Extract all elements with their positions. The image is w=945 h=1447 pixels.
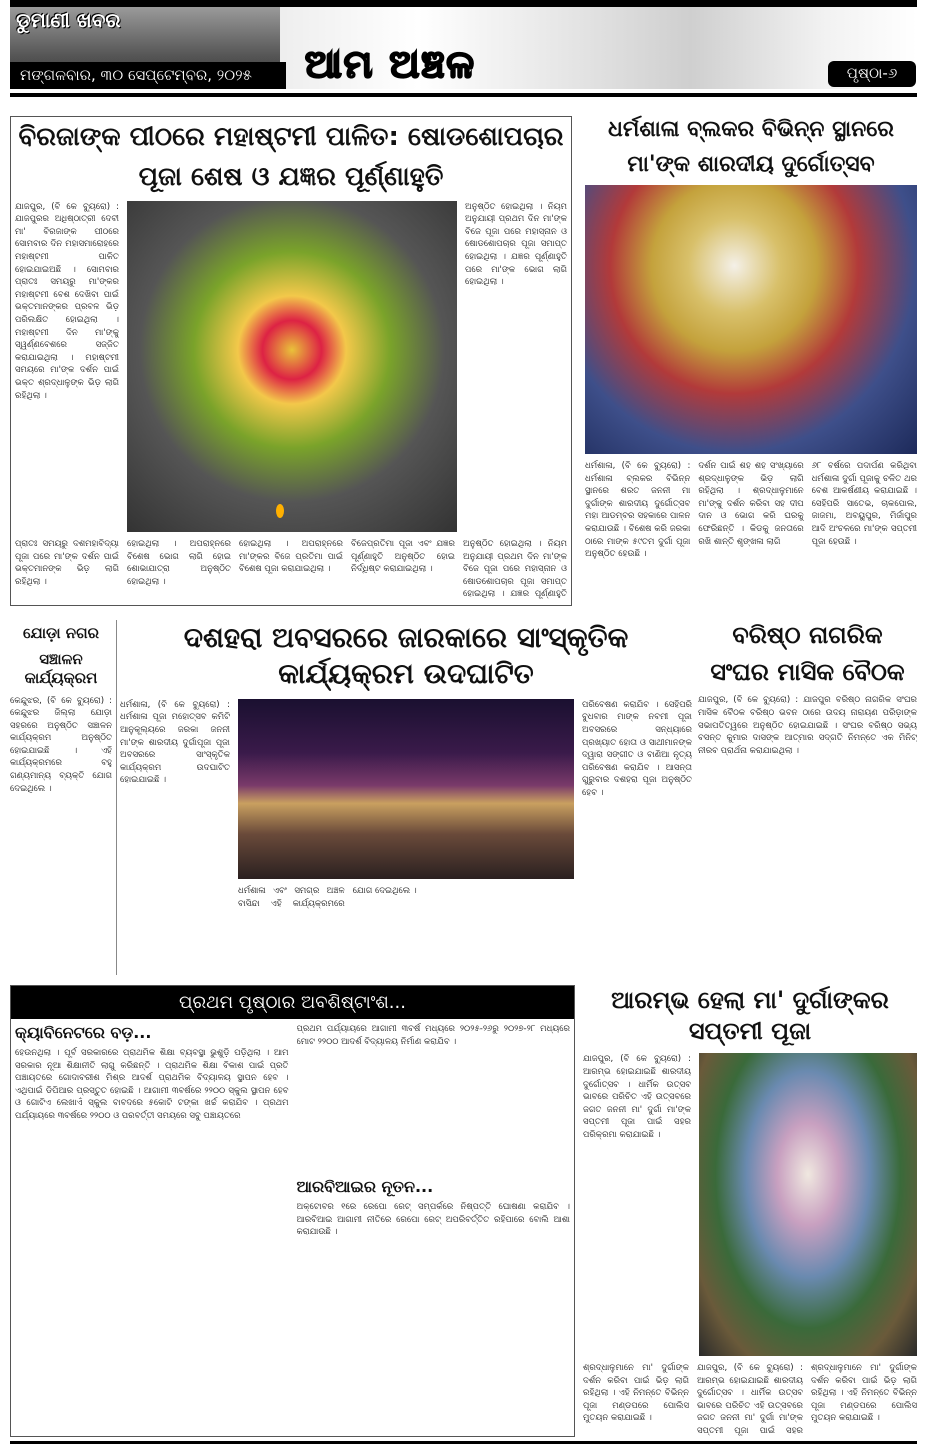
article-text: ଯାଜପୁର, (ବି କେ ବ୍ୟୁରୋ) : ଆରମ୍ଭ ହୋଇଯାଇଛି ଶାରଦୀୟ ଦୁର୍ଗୋତ୍ସବ । ଧାର୍ମିକ ଉତ୍ସବ ଭାବରେ ପରିଚିତ ଏହି ଉତ୍ସବରେ ଜଗତ ଜନନୀ ମା' ଦୁର୍ଗା ମା'ଙ୍କ ସପ୍ତମୀ ପୂଜା ପାଇଁ ସହର [697,1363,803,1436]
subheading: କ୍ୟାବିନେଟରେ ବଡ଼... [15,1023,152,1042]
article-text: ହୋଇଥିଲା । ଅପରାହ୍ନରେ ମା'ଙ୍କର ବିଜେ ପ୍ରତିମା ପାଇଁ ବିଶେଷ ପୂଜା କରାଯାଇଥିଲା । [239,539,343,575]
article-text: ଅନୁଷ୍ଠିତ ହୋଇଥିଲା । ନିୟମ ଅନୁଯାୟୀ ପ୍ରଥମ ଦିନ ମା'ଙ୍କ ବିଜେ ପୂଜା ପରେ ମହାସ୍ନାନ ଓ ଷୋଡଶୋପଚାର ପୂଜା ସମାପ୍ତ ହୋଇଥିଲା । ଯଜ୍ଞର ପୂର୍ଣ୍ଣାହୁତି [463,539,567,600]
column-divider [116,620,117,975]
issue-date: ମଙ୍ଗଳବାର, ୩୦ ସେପ୍ଟେମ୍ବର, ୨୦୨୫ [10,62,286,89]
headline-line1: ଯୋଡ଼ା ନଗର [22,624,100,642]
article-dussehra [120,620,692,975]
remainder-right [297,1023,571,1432]
article-text: ଶ୍ରଦ୍ଧାଳୁମାନେ ମା' ଦୁର୍ଗାଙ୍କ ଦର୍ଶନ କରିବା ପାଇଁ ଭିଡ଼ ଲାଗି ରହିଥିଲା । ଏହି ନିମନ୍ତେ ବିଭିନ୍ନ ପୂଜା ମଣ୍ଡପରେ ପୋଲିସ ମୁତୟନ କରାଯାଇଛି । [583,1363,689,1424]
article-text-row [585,460,917,610]
article-text: ହେଉନଥିଲା । ପୂର୍ବ ସରକାରରେ ପ୍ରାଥମିକ ଶିକ୍ଷା ବ୍ୟବସ୍ଥା ଭୁଶୁଡ଼ି ପଡ଼ିଥିଲା । ଆମ ସରକାର ନୂଆ ଶିକ୍ଷାନୀତି ଲାଗୁ କରିଛନ୍ତି । ପ୍ରାଥମିକ ଶିକ୍ଷା ବିକାଶ ପାଇଁ ପ୍ରତି ପଞ୍ଚାୟତରେ ଗୋଦାବରୀଶ ମିଶ୍ର ଆଦର୍ଶ ପ୍ରାଥମିକ ବିଦ୍ୟାଳୟ ସ୍ଥାପନ ହେବ । ଏଥିପାଇଁ ଡିପିଆର ପ୍ରସ୍ତୁତ ହୋଇଛି । ଆଗାମୀ ୩ବର୍ଷରେ ୨୨୦୦ ସ୍କୁଲ ସ୍ଥାପନ ହେବ ଓ ଗୋଟିଏ ଲେଖାଏଁ ସ୍କୁଲ ବାବଦରେ ୫କୋଟି ଟଙ୍କା ଖର୍ଚ୍ଚ କରାଯିବ । ପ୍ରଥମ ପର୍ଯ୍ୟାୟରେ ୩ବର୍ଷରେ ୨୨୦୦ ଓ ପରବର୍ତ୍ତୀ ସମୟରେ ସବୁ ପଞ୍ଚାୟତରେ [15,1048,289,1121]
article-text: ଅନୁଷ୍ଠିତ ହୋଇଥିଲା । ନିୟମ ଅନୁଯାୟୀ ପ୍ରଥମ ଦିନ ମା'ଙ୍କ ବିଜେ ପୂଜା ପରେ ମହାସ୍ନାନ ଓ ଷୋଡଶୋପଚାର ପୂଜା ସମାପ୍ତ ହୋଇଥିଲା । ଯଜ୍ଞର ପୂର୍ଣ୍ଣାହୁତି ପରେ ମା'ଙ୍କ ଭୋଗ ଲାଗି ହୋଇଥିଲା । [465,201,567,288]
article-text: ଯାଜପୁର, (ବି କେ ବ୍ୟୁରୋ) : ଆରମ୍ଭ ହୋଇଯାଇଛି ଶାରଦୀୟ ଦୁର୍ଗୋତ୍ସବ । ଧାର୍ମିକ ଉତ୍ସବ ଭାବରେ ପରିଚିତ ଏହି ଉତ୍ସବରେ ଜଗତ ଜନନୀ ମା' ଦୁର୍ଗା ମା'ଙ୍କ ସପ୍ତମୀ ପୂଜା ପାଇଁ ସହର ପରିକ୍ରମା କରାଯାଇଛି । [583,1054,691,1140]
article-text: ଅକ୍ଟୋବର ୧ରେ ରେପୋ ରେଟ୍ ସମ୍ପର୍କରେ ନିଷ୍ପତ୍ତି ଘୋଷଣା କରାଯିବ । ଆରବିଆଇ ଆଗାମୀ ନୀତିରେ ରେପୋ ରେଟ୍ ଅପରିବର୍ତ୍ତିତ ରହିପାରେ ବୋଲି ଆଶା କରାଯାଉଛି । [296,1202,570,1238]
article-text: ବିଜେପ୍ରତିମା ପୂଜା ଏବଂ ଯଜ୍ଞର ପୂର୍ଣ୍ଣାହୁତି ଅନୁଷ୍ଠିତ ହୋଇ ନିର୍ଦ୍ଧିଷ୍ଟ କରାଯାଇଥିଲା । [351,539,455,575]
article-text: ଧର୍ମଶାଳା ଏବଂ ସମଗ୍ର ଅଞ୍ଚଳ ବାସିନ୍ଦା ଏହି କାର୍ଯ୍ୟକ୍ରମରେ ଯୋଗ ଦେଇଥିଲେ । [238,886,417,909]
headline-line1: ବରିଷ୍ଠ ନାଗରିକ [732,621,883,649]
photo-column [238,699,574,975]
lamp-icon [276,504,284,518]
article-text: ପରିବେଷଣ କରାଯିବ । ସେହିପରି ବୁଧବାର ମାଙ୍କ ନବମୀ ପୂଜା ଅବସରରେ ସନ୍ଧ୍ୟାରେ ପ୍ରଖ୍ୟାତ ହୋତା ଓ ସାଥୀମାନଙ୍କ ଦ୍ୱାରା ସଙ୍ଗୀତ ଓ ବାଣିଆ ନୃତ୍ୟ ପରିବେଷଣ କରାଯିବ । ଆସନ୍ତା ଗୁରୁବାର ଦଶହରା ପୂଜା ଅନୁଷ୍ଠିତ ହେବ । [582,699,692,798]
newspaper-name: ଡୁମାଣୀ ଖବର [16,8,121,32]
bottom-rule [10,1441,917,1444]
remainder-banner: ପ୍ରଥମ ପୃଷ୍ଠାର ଅବଶିଷ୍ଟାଂଶ... [11,986,574,1019]
article-saptami [583,985,917,1438]
headline-line1: ଧର୍ମଶାଳା ବ୍ଲକର ବିଭିନ୍ନ ସ୍ଥାନରେ [608,117,894,142]
page-number: ପୃଷ୍ଠା-୬ [828,61,916,87]
article-text: କେନ୍ଦୁଝର, (ବି କେ ବ୍ୟୁରୋ) : କେନ୍ଦୁଝର ଜିଲ୍ଲା ଯୋଡ଼ା ସହରରେ ଅନୁଷ୍ଠିତ ସଞ୍ଚାଳନ କାର୍ଯ୍ୟକ୍ରମ ଅନୁଷ୍ଠିତ ହୋଇଯାଇଛି । ଏହି କାର୍ଯ୍ୟକ୍ରମରେ ବହୁ ଗଣ୍ୟମାନ୍ୟ ବ୍ୟକ୍ତି ଯୋଗ ଦେଇଥିଲେ । [10,695,112,794]
article-jodanagar [10,624,112,974]
goddess-biraja-photo [127,201,457,532]
headline: ଦଶହରା ଅବସରରେ ଜାରକାରେ ସାଂସ୍କୃତିକ କାର୍ଯ୍ୟକ୍ରମ ଉଦଘାଟିତ [183,621,629,691]
remainder-left [15,1023,289,1432]
headline: ବିରଜାଙ୍କ ପୀଠରେ ମହାଷ୍ଟମୀ ପାଳିତ: ଷୋଡଶୋପଚାର [18,122,564,152]
stage-event-photo [238,699,574,879]
headline: ଆରମ୍ଭ ହେଲା ମା' ଦୁର୍ଗାଙ୍କର ସପ୍ତମୀ ପୂଜା [611,986,889,1046]
article-text: ଯାଜପୁର, (ବି କେ ବ୍ୟୁରୋ) : ଯାଜପୁରର ଅଧିଷ୍ଠାତ୍ରୀ ଦେବୀ ମା' ବିରଜାଙ୍କ ପୀଠରେ ସୋମବାର ଦିନ ମହାସମାରୋହରେ ମହାଷ୍ଟମୀ ପାଳିତ ହୋଇଯାଇଅଛି । ସୋମବାର ପ୍ରାତଃ ସମୟରୁ ମା'ଙ୍କର ମହାଷ୍ଟମୀ ବେଶ ଦେଖିବା ପାଇଁ ଭକ୍ତମାନଙ୍କର ପ୍ରବଳ ଭିଡ଼ ପରିଲକ୍ଷିତ ହୋଇଥିଲା । ମହାଷ୍ଟମୀ ଦିନ ମା'ଙ୍କୁ ସ୍ୱର୍ଣ୍ଣବେଶରେ ସଜ୍ଜିତ କରାଯାଇଥିଲା । ମହାଷ୍ଟମୀ ସମୟରେ ମା'ଙ୍କ ଦର୍ଶନ ପାଇଁ ଭକ୍ତ ଶ୍ରଦ୍ଧାଳୁଙ୍କ ଭିଡ଼ ଲାଗି ରହିଥିଲା । [15,201,119,401]
headline-line2: ମା'ଙ୍କ ଶାରଦୀୟ ଦୁର୍ଗୋତ୍ସବ [627,151,875,177]
article-top-row [15,201,567,532]
header-rule [10,93,917,97]
headline-line2: ପୂଜା ଶେଷ ଓ ଯଜ୍ଞର ପୂର୍ଣ୍ଣାହୁତି [138,161,444,192]
article-senior [698,620,917,975]
article-biraja [10,116,572,606]
headline-line2: ସଂଘର ମାସିକ ବୈଠକ [710,658,905,687]
article-columns [120,699,692,975]
article-text: ଧର୍ମଶାଳା, (ବି କେ ବ୍ୟୁରୋ) : ଧର୍ମଶାଳା ବ୍ଲକର ବିଭିନ୍ନ ସ୍ଥାନରେ ଶରତ ଜନନୀ ମା ଦୁର୍ଗାଙ୍କ ଶାରଦୀୟ ଦୁର୍ଗୋତ୍ସବ ମହା ଆଡମ୍ବର ସହକାରେ ପାଳନ କରାଯାଉଛି । ବିଶେଷ କରି ଜରକା ଠାରେ ମାଙ୍କ ୫୯ତମ ଦୁର୍ଗା ପୂଜା ଅନୁଷ୍ଠିତ ହେଉଛି । [585,461,691,560]
remainder-columns [11,1019,574,1436]
article-text: ପ୍ରଥମ ପର୍ଯ୍ୟାୟରେ ଆଗାମୀ ୩ବର୍ଷ ମଧ୍ୟରେ ୨୦୨୫-୨୬ରୁ ୨୦୨୭-୨୮ ମଧ୍ୟରେ ମୋଟ ୨୨୦୦ ଆଦର୍ଶ ବିଦ୍ୟାଳୟ ନିର୍ମାଣ କରାଯିବ । [296,1024,570,1047]
headline-line2: ସଞ୍ଚାଳନ କାର୍ଯ୍ୟକ୍ରମ [24,649,98,687]
article-remainder [10,985,575,1437]
section-title: ଆମ ଅଞ୍ଚଳ [305,42,476,86]
durga-idol-photo [585,185,917,454]
article-text: ଧର୍ମଶାଳା, (ବି କେ ବ୍ୟୁରୋ) : ଧର୍ମଶାଳା ପୂଜା ମହୋତ୍ସବ କମିଟି ଆନୁକୂଲ୍ୟରେ ଜରକା ଜନନୀ ମା'ଙ୍କ ଶାରଦୀୟ ଦୁର୍ଗାପୂଜା ପୂଜା ଅବସରରେ ସାଂସ୍କୃତିକ କାର୍ଯ୍ୟକ୍ରମ ଉଦଘାଟିତ ହୋଇଯାଇଛି । [120,699,230,786]
subheading: ଆରବିଆଇର ନୂତନ... [296,1177,434,1196]
article-text: ହୋଇଥିଲା । ଅପରାହ୍ନରେ ବିଶେଷ ଭୋଗ ଲାଗି ହୋଇ ଶୋଭାଯାତ୍ରା ଅନୁଷ୍ଠିତ ହୋଇଥିଲା । [127,539,231,587]
article-text: ଦର୍ଶନ ପାଇଁ ଶହ ଶହ ସଂଖ୍ୟାରେ ଶ୍ରଦ୍ଧାଳୁଙ୍କ ଭିଡ଼ ଲାଗି ରହିଥିଲା । ଶ୍ରଦ୍ଧାଳୁମାନେ ମା'ଙ୍କୁ ଦର୍ଶନ କରିବା ସହ ଦୀପ ଦାନ ଓ ଭୋଗ କରି ଘରକୁ ଫେରିଛନ୍ତି । କିଡକୁ ଜନତାରେ ରଖି ଶାନ୍ତି ଶୃଙ୍ଖଳା ଲାଗି [698,461,804,547]
article-text: ପ୍ରାତଃ ସମୟରୁ ଦଶମହାବିଦ୍ୟା ପୂଜା ପରେ ମା'ଙ୍କ ଦର୍ଶନ ପାଇଁ ଭକ୍ତମାନଙ୍କ ଭିଡ଼ ଲାଗି ରହିଥିଲା । [15,539,119,587]
article-text: ୬୮ ବର୍ଷରେ ପଦାର୍ପଣ କରିଥିବା ଧର୍ମଶାଳା ଦୁର୍ଗା ପୂଜାକୁ ଚଳିତ ଥର ବେଶ ଆକର୍ଷଣୀୟ କରାଯାଇଛି । ସେହିପରି ସାତେଭ, ଚାକପୋଲ, ଜାଜମା, ଅବୟୁପୁର, ମିର୍ଜାପୁର ଆଦି ଅଂଚଳରେ ମା'ଙ୍କ ସପ୍ତମୀ ପୂଜା ହେଉଛି । [811,461,917,547]
durga-saptami-photo [699,1053,917,1356]
article-dharmasala [585,116,917,610]
article-bottom-row [15,538,567,601]
article-text: ଶ୍ରଦ୍ଧାଳୁମାନେ ମା' ଦୁର୍ଗାଙ୍କ ଦର୍ଶନ କରିବା ପାଇଁ ଭିଡ଼ ଲାଗି ରହିଥିଲା । ଏହି ନିମନ୍ତେ ବିଭିନ୍ନ ପୂଜା ମଣ୍ଡପରେ ପୋଲିସ ମୁତୟନ କରାଯାଇଛି । [811,1363,917,1424]
top-rule [10,0,917,7]
article-text: ଯାଜପୁର, (ବି କେ ବ୍ୟୁରୋ) : ଯାଜପୁର ବରିଷ୍ଠ ନାଗରିକ ସଂଘର ମାସିକ ବୈଠକ ବରିଷ୍ଠ ଭବନ ଠାରେ ଉଦୟ ନାରାୟଣ ପରିଡ଼ାଙ୍କ ସଭାପତିତ୍ୱରେ ଅନୁଷ୍ଠିତ ହୋଇଯାଇଛି । ସଂଘର ବରିଷ୍ଠ ସଭ୍ୟ ବସନ୍ତ କୁମାର ଦାସଙ୍କ ଆତ୍ମାର ସଦ୍‌ଗତି ନିମନ୍ତେ ଏକ ମିନିଟ୍ ନୀରବ ପ୍ରାର୍ଥନା କରାଯାଇଥିଲା । [698,695,917,756]
article-top-row [583,1053,917,1356]
article-bottom-row [583,1362,917,1438]
